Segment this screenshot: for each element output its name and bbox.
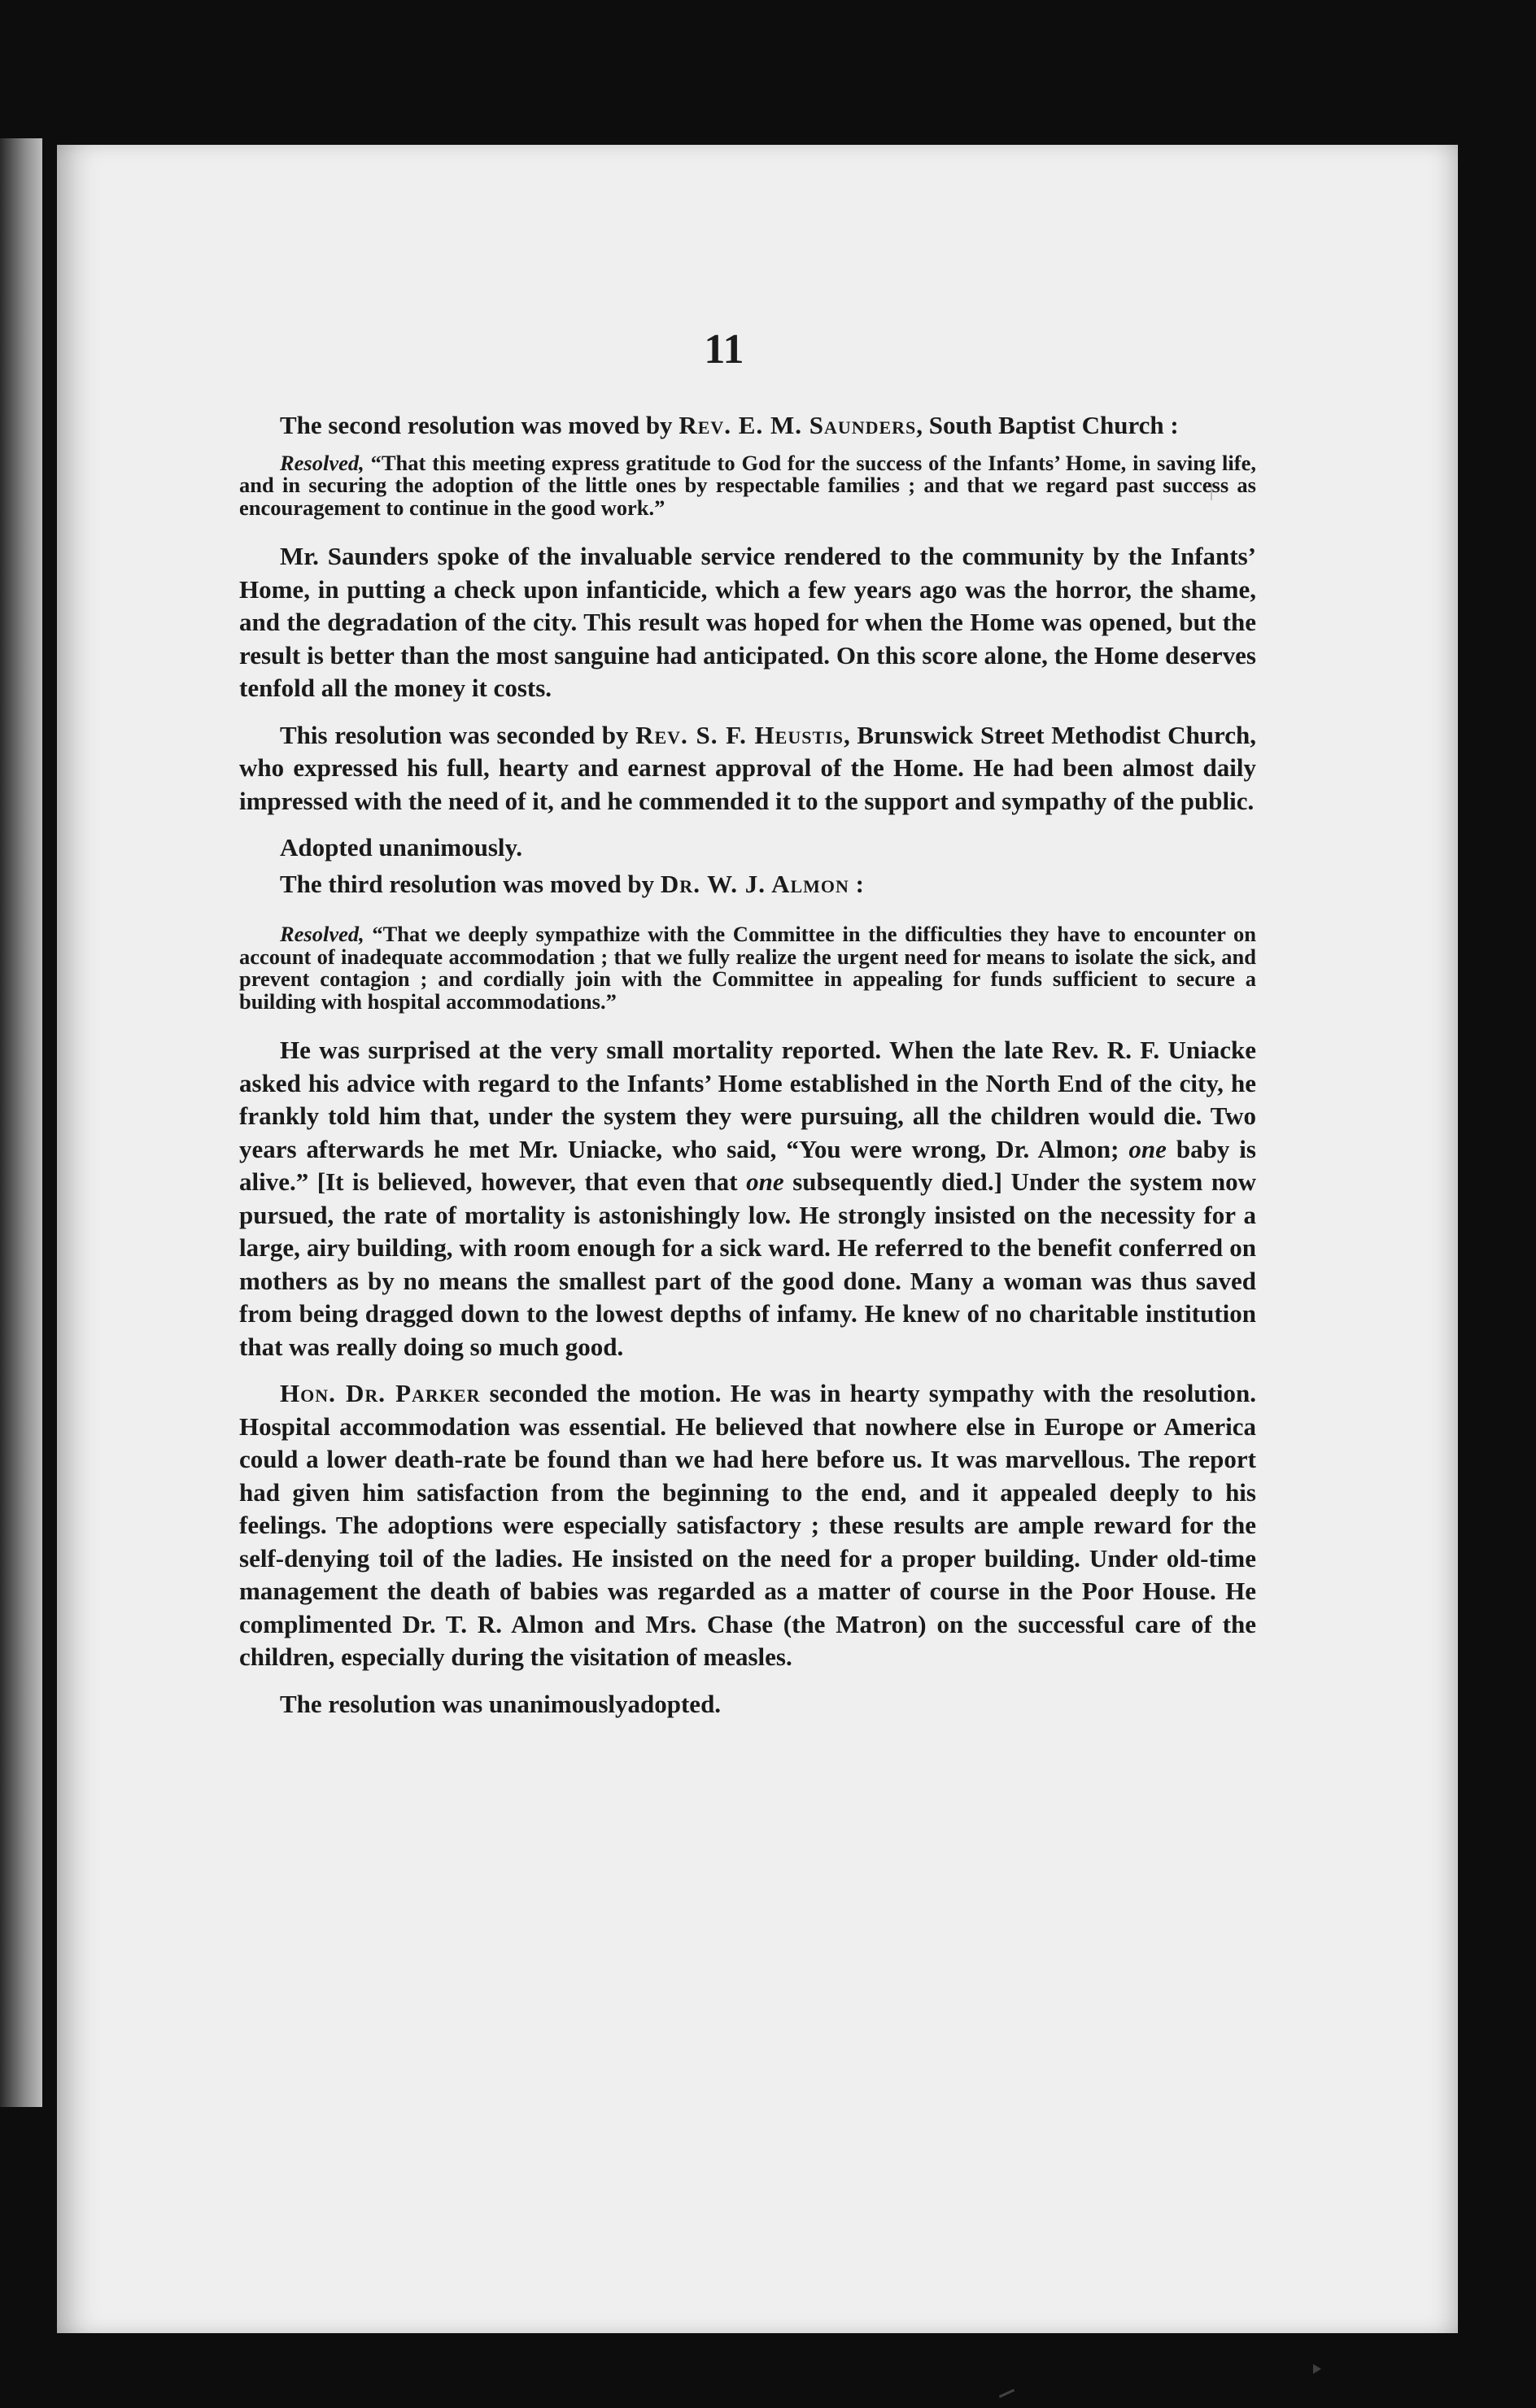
paragraph-parker-speech xyxy=(239,1377,1256,1674)
emphasis: one xyxy=(746,1167,784,1196)
text-run: : xyxy=(849,869,864,898)
paragraph-adopted: Adopted unanimously. xyxy=(280,833,523,862)
page-text xyxy=(239,409,1256,1734)
text-run: The third resolution was moved by xyxy=(280,869,661,898)
speaker-name: Rev. E. M. Saunders xyxy=(679,411,917,439)
text-run: , Brunswick Street Methodist Church, who expressed his full, hearty and earnest approval of the Home. He had been almost daily impressed with the need of it, and he commended it to the support and sympathy of the public. xyxy=(239,720,1256,815)
margin-mark xyxy=(1313,2364,1321,2374)
resolved-label: Resolved, xyxy=(280,922,364,946)
text-run: The second resolution was moved by xyxy=(280,411,679,439)
text-run: baby is alive.” [It is believed, however, that even that xyxy=(239,1134,1256,1196)
paragraph-second-resolution-intro xyxy=(239,409,1256,443)
speaker-name: Dr. W. J. Almon xyxy=(660,869,849,898)
speaker-name: Hon. Dr. Parker xyxy=(280,1379,481,1407)
resolution-text-1 xyxy=(239,452,1256,520)
text-run: subsequently died.] Under the system now pursued, the rate of mortality is astonishingly low. He strongly insisted on the necessity for a large, airy building, with room enough for a sick ward. He referred to the benefit conferred on mothers as by no means the smallest part of the good done. Many a woman was thus saved from being dragged down to the lowest depths of infamy. He knew of no charitable institution that was really doing so much good. xyxy=(239,1167,1256,1361)
speaker-name: Rev. S. F. Heustis xyxy=(635,720,844,749)
paragraph-third-resolution-intro xyxy=(239,868,1256,901)
paragraph-almon-speech xyxy=(239,1034,1256,1363)
resolution-text-2 xyxy=(239,923,1256,1013)
adjacent-page-edge xyxy=(0,138,42,2107)
scan-artifact xyxy=(999,2388,1019,2406)
paragraph-seconded-heustis xyxy=(239,719,1256,818)
text-run: This resolution was seconded by xyxy=(280,720,636,749)
text-run: “That this meeting express gratitude to God for the success of the Infants’ Home, in saving life, and in securing the adoption of the little ones by respectable families ; and that we regard past success as encouragement to continue in the good work.” xyxy=(239,450,1256,520)
text-run: seconded the motion. He was in hearty sympathy with the resolution. Hospital accommodation was essential. He believed that nowhere else in Europe or America could a lower death-rate be found than we had here before us. It was marvellous. The report had given him satisfaction from the beginning to the end, and it appealed deeply to his feelings. The adoptions were especially satisfactory ; these results are ample reward for the self-denying toil of the ladies. He insisted on the need for a proper building. Under old-time management the death of babies was regarded as a matter of course in the Poor House. He complimented Dr. T. R. Almon and Mrs. Chase (the Matron) on the successful care of the children, especially during the visitation of measles. xyxy=(239,1379,1256,1671)
emphasis: one xyxy=(1128,1134,1167,1163)
text-run: He was surprised at the very small mortality reported. When the late Rev. R. F. Uniacke asked his advice with regard to the Infants’ Home established in the North End of the city, he frankly told him that, under the system they were pursuing, all the children would die. Two years afterwards he met Mr. Uniacke, who said, “You were wrong, Dr. Almon; xyxy=(239,1036,1256,1163)
text-run: “That we deeply sympathize with the Committee in the difficulties they have to encounter on account of inadequate accommodation ; that we fully realize the urgent need for means to isolate the sick, and prevent contagion ; and cordially join with the Committee in appealing for funds sufficient to secure a building with hospital accommodations.” xyxy=(239,922,1256,1014)
page-number: 11 xyxy=(704,326,744,373)
paragraph-resolution-adopted: The resolution was unanimouslyadopted. xyxy=(280,1689,722,1718)
resolved-label: Resolved, xyxy=(280,450,364,475)
paragraph-saunders-speech: Mr. Saunders spoke of the invaluable service rendered to the community by the Infants’ Home, in putting a check upon infanticide, which a few years ago was the horror, the shame, and the degradation of the city. This result was hoped for when the Home was opened, but the result is better than the most sanguine had anticipated. On this score alone, the Home deserves tenfold all the money it costs. xyxy=(239,542,1256,702)
text-run: , South Baptist Church : xyxy=(916,411,1179,439)
book-page xyxy=(57,145,1458,2333)
